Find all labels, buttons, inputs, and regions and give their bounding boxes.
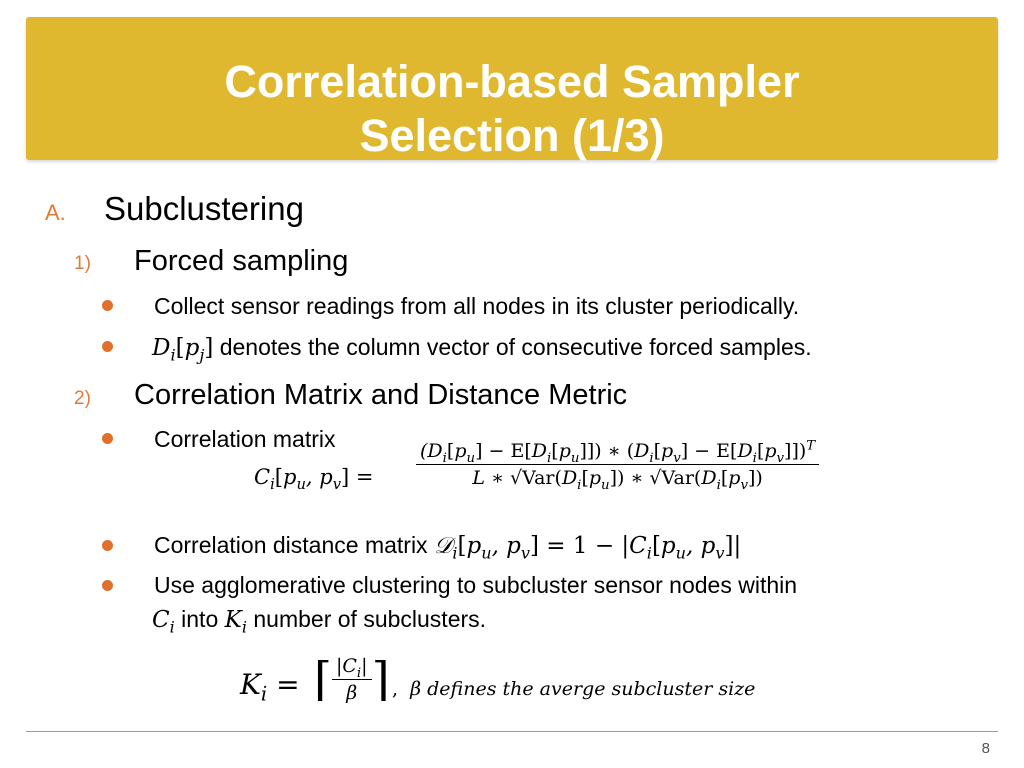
formula-correlation-fraction: $\frac{(D_i[p_u] - E[D_i[p_u]]) ∗ (D_i[p_v] - E[D_i[p_v]])^T}{L ∗ √Var(D_i[p_u]) ∗ √Var(D_i[p_v])}$: [416, 440, 819, 489]
text-number-of-subclusters: number of subclusters.: [253, 606, 487, 632]
heading-subclustering: Subclustering: [104, 190, 304, 227]
bullet-di-pj-text: denotes the column vector of consecutive forced samples.: [219, 334, 812, 360]
math-ki: $K_i$: [224, 607, 247, 637]
heading-forced-sampling: Forced sampling: [134, 245, 349, 277]
slide-title: [26, 55, 998, 163]
formula-ki-lhs: $K_i$ =: [240, 668, 300, 706]
ceiling-left-bracket: ⌈: [314, 652, 332, 706]
slide-title-line1: Correlation-based Sampler: [224, 56, 800, 107]
bullet-dot: [102, 300, 113, 311]
outline-marker-1: 1): [74, 253, 91, 274]
heading-correlation-matrix: Correlation Matrix and Distance Metric: [134, 379, 628, 411]
bullet-agglomerative-line1: Use agglomerative clustering to subcluster sensor nodes within: [154, 572, 798, 598]
bullet-distance-matrix: [154, 532, 742, 563]
page-number: 8: [981, 740, 990, 757]
ceiling-right-bracket: ⌉: [371, 652, 390, 706]
footer-divider: [26, 731, 998, 732]
text-into: into: [181, 606, 219, 632]
slide-title-line2: Selection (1/3): [359, 110, 665, 161]
math-di-pj: $D_i[p_j]$: [152, 335, 214, 365]
title-bar: [26, 17, 998, 160]
bullet-dot: [102, 540, 113, 551]
bullet-agglomerative-line2: [152, 606, 487, 637]
bullet-collect-readings: Collect sensor readings from all nodes in its cluster periodically.: [154, 293, 800, 319]
bullet-distance-matrix-text: Correlation distance matrix: [154, 532, 428, 558]
bullet-correlation-matrix: Correlation matrix: [154, 426, 336, 452]
bullet-dot: [102, 580, 113, 591]
math-distance-formula: $𝒟_i[p_u$, $p_v] = 1 - |C_i[p_u$, $p_v]|$: [433, 533, 742, 563]
math-ci: $C_i$: [152, 607, 175, 637]
formula-ki-note: , β defines the averge subcluster size: [392, 678, 756, 700]
outline-marker-a: A.: [45, 200, 66, 225]
bullet-di-pj: [152, 334, 812, 365]
beta-definition: β defines the averge subcluster size: [410, 678, 756, 700]
bullet-dot: [102, 433, 113, 444]
outline-marker-2: 2): [74, 388, 91, 409]
formula-ki-ceiling: ⌈ $\frac{|C_i|}{\beta}$ ⌉: [314, 652, 390, 706]
formula-ci-lhs: $C_i[p_u$, $p_v$] =: [254, 465, 374, 494]
bullet-dot: [102, 341, 113, 352]
